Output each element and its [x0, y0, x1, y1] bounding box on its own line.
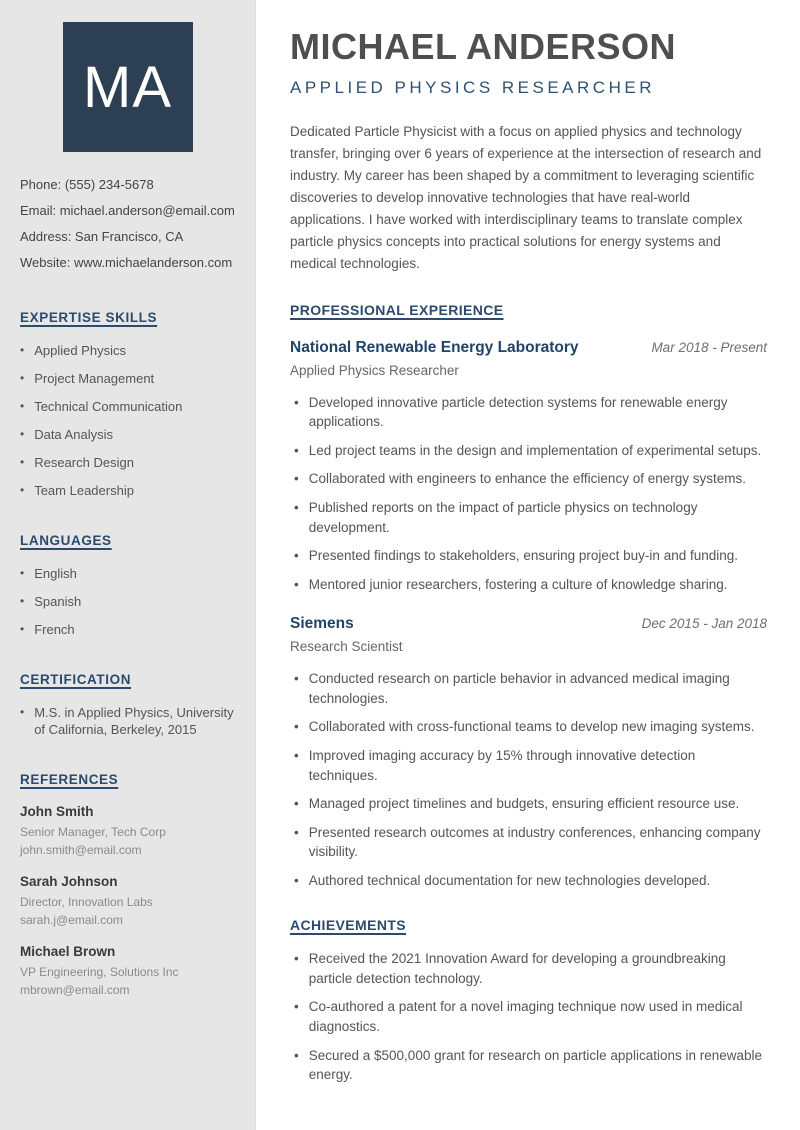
- company-name: Siemens: [290, 615, 354, 633]
- bullet-icon: •: [294, 500, 299, 516]
- achievement-item: [290, 997, 767, 1036]
- job-dates: Dec 2015 - Jan 2018: [641, 616, 767, 632]
- languages-heading: LANGUAGES: [20, 533, 112, 548]
- skill-item: [20, 398, 235, 415]
- language-label: English: [34, 566, 77, 581]
- language-label: Spanish: [34, 594, 82, 609]
- job-bullet-text: Published reports on the impact of particle physics on technology development.: [308, 500, 698, 535]
- section-achievements: [290, 917, 767, 1084]
- job-bullet-text: Conducted research on particle behavior in advanced medical imaging technologies.: [308, 671, 730, 706]
- job-bullet: [290, 469, 767, 489]
- achievements-heading: ACHIEVEMENTS: [290, 917, 407, 934]
- reference-email: john.smith@email.com: [20, 843, 142, 857]
- skill-label: Applied Physics: [34, 343, 126, 358]
- bullet-icon: •: [294, 719, 299, 735]
- job-dates: Mar 2018 - Present: [651, 339, 767, 355]
- job-bullet: [290, 546, 767, 566]
- bullet-icon: •: [294, 747, 299, 763]
- job-bullet: [290, 441, 767, 461]
- bullet-icon: •: [20, 566, 25, 580]
- bullet-icon: •: [20, 427, 25, 441]
- reference-entry: [20, 874, 235, 929]
- references-heading: REFERENCES: [20, 772, 119, 787]
- job-bullet-text: Collaborated with engineers to enhance the efficiency of energy systems.: [308, 471, 746, 487]
- achievement-item: [290, 1046, 767, 1085]
- skill-item: [20, 342, 235, 359]
- language-item: [20, 621, 235, 638]
- skill-item: [20, 426, 235, 443]
- job-header: [290, 615, 767, 633]
- skill-item: [20, 482, 235, 499]
- achievements-list: [290, 949, 767, 1084]
- job-bullet-text: Authored technical documentation for new technologies developed.: [308, 872, 711, 888]
- languages-list: [20, 565, 235, 638]
- job-entry: [290, 339, 767, 595]
- skill-label: Project Management: [34, 371, 155, 386]
- job-bullet: [290, 794, 767, 814]
- certification-label: M.S. in Applied Physics, University of California, Berkeley, 2015: [34, 705, 234, 737]
- expertise-skills-list: [20, 342, 235, 499]
- bullet-icon: •: [294, 442, 299, 458]
- bullet-icon: •: [294, 548, 299, 564]
- job-role: Research Scientist: [290, 639, 403, 655]
- job-header: [290, 339, 767, 357]
- sidebar: [0, 0, 256, 1130]
- reference-name: John Smith: [20, 804, 94, 819]
- bullet-icon: •: [294, 471, 299, 487]
- job-role: Applied Physics Researcher: [290, 362, 459, 378]
- bullet-icon: •: [20, 594, 25, 608]
- main-content: [256, 0, 800, 1130]
- summary-paragraph: Dedicated Particle Physicist with a focus on applied physics and technology transfer, bringing over 6 years of experience at the intersection of research and industry. My career has been shaped by a commitment to leveraging scientific discoveries to develop innovative technologies that have real-world applications. I have worked with interdisciplinary teams to translate complex particle physics concepts into practical solutions for energy systems and medical technologies.: [290, 123, 762, 271]
- reference-name: Michael Brown: [20, 944, 116, 959]
- job-bullet: [290, 498, 767, 537]
- references-list: [20, 804, 235, 999]
- bullet-icon: •: [20, 483, 25, 497]
- reference-entry: [20, 944, 235, 999]
- bullet-icon: •: [294, 872, 299, 888]
- job-bullet: [290, 871, 767, 891]
- reference-entry: [20, 804, 235, 859]
- jobs-list: [290, 339, 767, 891]
- skill-label: Data Analysis: [34, 427, 113, 442]
- job-bullet-text: Developed innovative particle detection systems for renewable energy applications.: [308, 394, 728, 430]
- job-bullet-text: Presented findings to stakeholders, ensuring project buy-in and funding.: [308, 548, 739, 564]
- language-item: [20, 593, 235, 610]
- certification-item: [20, 704, 235, 738]
- bullet-icon: •: [20, 455, 25, 469]
- skill-item: [20, 370, 235, 387]
- bullet-icon: •: [20, 371, 25, 385]
- bullet-icon: •: [294, 394, 299, 410]
- section-references: [20, 772, 235, 999]
- expertise-skills-heading: EXPERTISE SKILLS: [20, 310, 158, 325]
- reference-email: mbrown@email.com: [20, 983, 130, 997]
- reference-email: sarah.j@email.com: [20, 913, 123, 927]
- certification-list: [20, 704, 235, 738]
- bullet-icon: •: [20, 705, 25, 719]
- bullet-icon: •: [20, 343, 25, 357]
- skill-label: Technical Communication: [34, 399, 183, 414]
- contact-row: Email: michael.anderson@email.com: [20, 203, 235, 218]
- contact-info: [20, 172, 235, 276]
- monogram-avatar: [63, 22, 193, 152]
- achievement-text: Secured a $500,000 grant for research on particle applications in renewable energy.: [308, 1047, 763, 1083]
- bullet-icon: •: [294, 576, 299, 592]
- skill-label: Research Design: [34, 455, 134, 470]
- language-item: [20, 565, 235, 582]
- job-bullet-text: Collaborated with cross-functional teams to develop new imaging systems.: [308, 719, 755, 735]
- bullet-icon: •: [294, 1047, 299, 1063]
- reference-role: Director, Innovation Labs: [20, 895, 153, 909]
- job-bullets: [290, 669, 767, 890]
- reference-role: VP Engineering, Solutions Inc: [20, 965, 179, 979]
- candidate-title: APPLIED PHYSICS RESEARCHER: [290, 77, 655, 97]
- contact-row: Phone: (555) 234-5678: [20, 177, 154, 192]
- job-bullet: [290, 393, 767, 432]
- job-bullet-text: Mentored junior researchers, fostering a culture of knowledge sharing.: [308, 576, 728, 592]
- job-bullets: [290, 393, 767, 595]
- job-bullet: [290, 717, 767, 737]
- monogram-initials: MA: [83, 54, 172, 120]
- achievement-item: [290, 949, 767, 988]
- job-bullet-text: Presented research outcomes at industry conferences, enhancing company visibility.: [308, 824, 761, 860]
- job-bullet-text: Improved imaging accuracy by 15% through innovative detection techniques.: [308, 747, 696, 783]
- section-expertise-skills: [20, 310, 235, 499]
- reference-role: Senior Manager, Tech Corp: [20, 825, 166, 839]
- job-bullet: [290, 746, 767, 785]
- achievement-text: Received the 2021 Innovation Award for developing a groundbreaking particle detection technology.: [308, 951, 726, 986]
- experience-heading: PROFESSIONAL EXPERIENCE: [290, 301, 504, 318]
- job-bullet-text: Managed project timelines and budgets, ensuring efficient resource use.: [308, 796, 740, 812]
- contact-row: Address: San Francisco, CA: [20, 229, 184, 244]
- job-bullet-text: Led project teams in the design and implementation of experimental setups.: [308, 442, 762, 458]
- bullet-icon: •: [20, 399, 25, 413]
- company-name: National Renewable Energy Laboratory: [290, 338, 579, 356]
- achievement-text: Co-authored a patent for a novel imaging technique now used in medical diagnostics.: [308, 999, 743, 1035]
- language-label: French: [34, 622, 75, 637]
- section-certification: [20, 672, 235, 738]
- candidate-name: MICHAEL ANDERSON: [290, 26, 677, 67]
- bullet-icon: •: [294, 671, 299, 687]
- bullet-icon: •: [294, 796, 299, 812]
- bullet-icon: •: [294, 824, 299, 840]
- certification-heading: CERTIFICATION: [20, 672, 132, 687]
- reference-name: Sarah Johnson: [20, 874, 118, 889]
- bullet-icon: •: [20, 622, 25, 636]
- job-bullet: [290, 575, 767, 595]
- skill-label: Team Leadership: [34, 483, 134, 498]
- section-professional-experience: [290, 302, 767, 891]
- section-languages: [20, 533, 235, 638]
- bullet-icon: •: [294, 951, 299, 967]
- contact-row: Website: www.michaelanderson.com: [20, 255, 233, 270]
- job-bullet: [290, 669, 767, 708]
- job-entry: [290, 615, 767, 890]
- skill-item: [20, 454, 235, 471]
- bullet-icon: •: [294, 999, 299, 1015]
- job-bullet: [290, 823, 767, 862]
